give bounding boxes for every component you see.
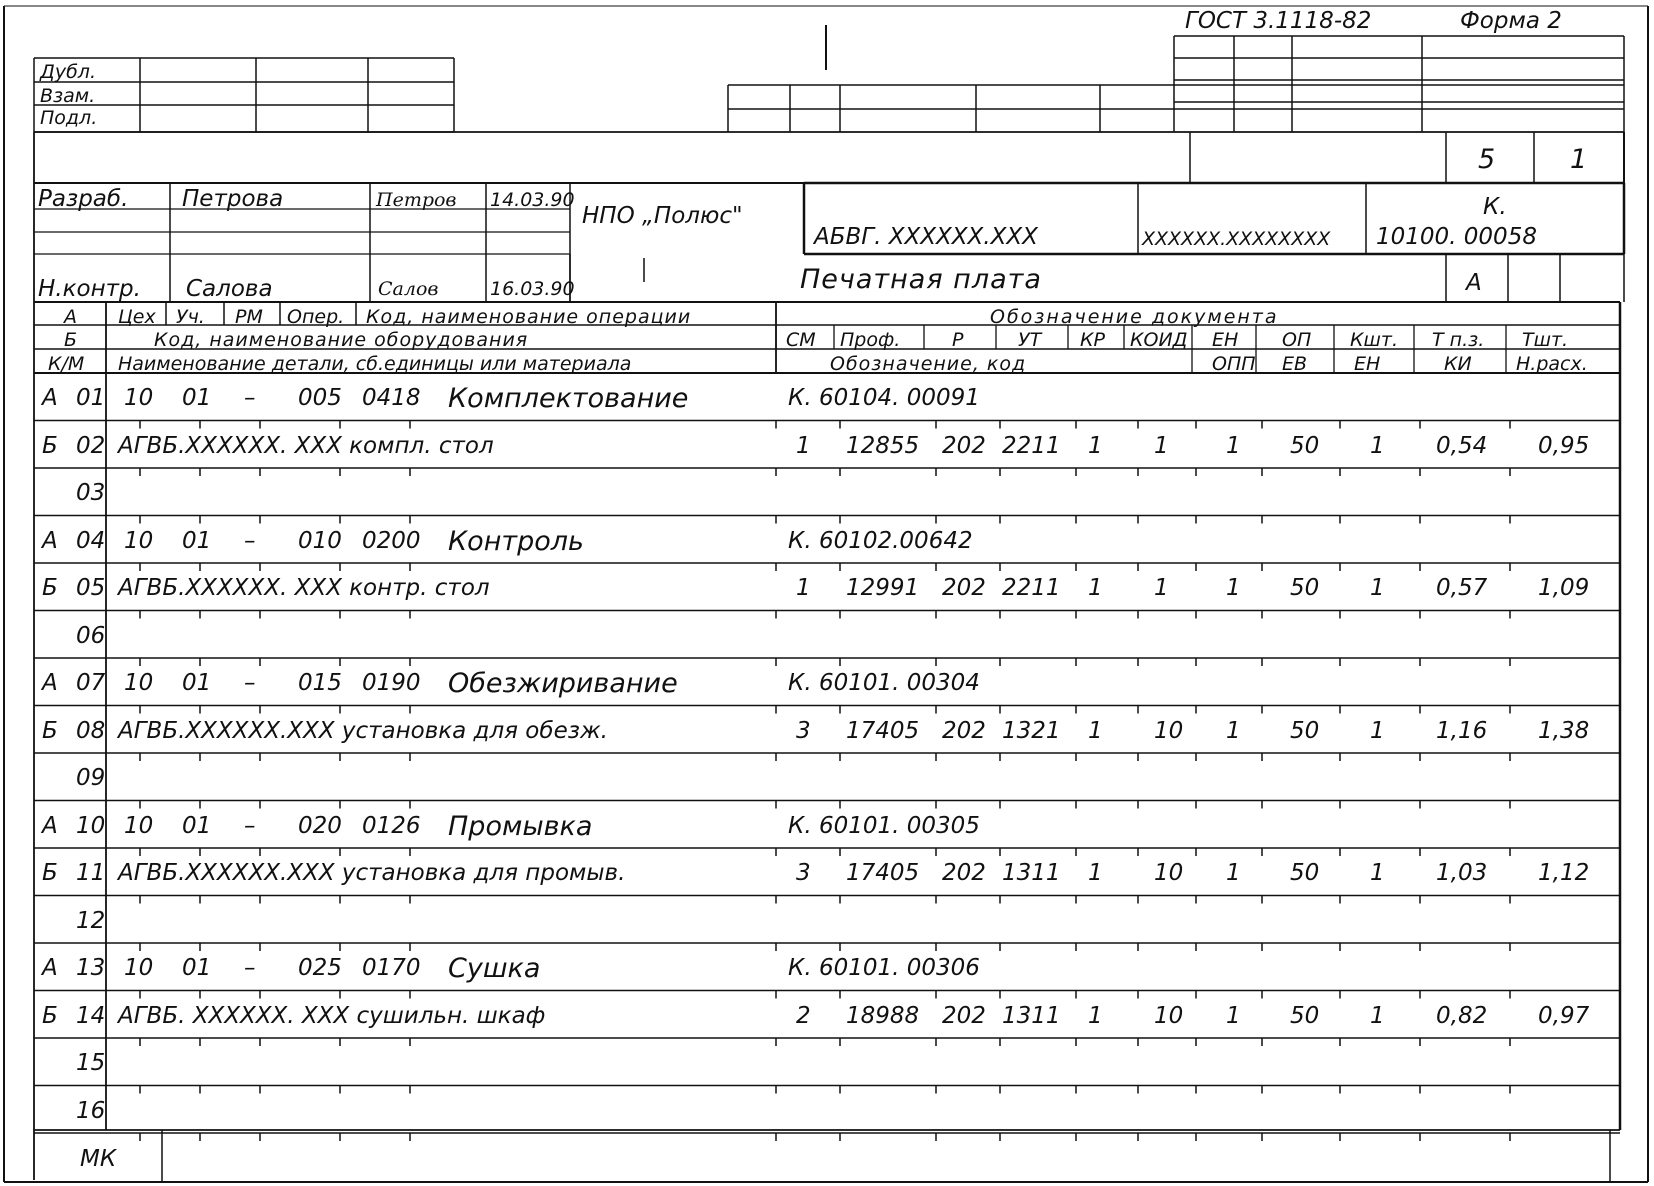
row-number: 04 [76, 527, 106, 554]
row-cex: 10 [124, 527, 154, 554]
row-uch: 01 [182, 385, 212, 411]
row-number: 14 [76, 1002, 106, 1029]
hdr-a-op-name: Код, наименование операции [366, 306, 692, 328]
hdr-b-col-0: СМ [786, 329, 816, 351]
row-number: 01 [76, 385, 106, 411]
row-prefix: А [42, 955, 58, 981]
row-b-value: 202 [942, 717, 986, 744]
row-op-code: 0200 [362, 527, 421, 554]
row-b-value: 1,09 [1538, 575, 1590, 601]
row-prefix: Б [42, 1002, 58, 1029]
row-b-value: 202 [942, 1002, 986, 1029]
row-b-value: 12855 [846, 432, 920, 459]
row-b-value: 50 [1290, 575, 1320, 601]
row-number: 05 [76, 575, 106, 601]
row-equipment: АГВБ.XXXXXX. XXX контр. стол [118, 575, 490, 601]
row-b-value: 202 [942, 575, 986, 601]
classifier-code: 10100. 00058 [1376, 224, 1537, 250]
row-oper: 005 [298, 385, 342, 411]
hdr-b-col-4: КР [1080, 329, 1105, 351]
row-b-value: 1 [1088, 860, 1103, 886]
row-op-name: Контроль [448, 525, 584, 557]
row-cex: 10 [124, 955, 154, 981]
row-op-code: 0190 [362, 670, 421, 696]
hdr-a-cex: Цех [118, 306, 156, 328]
row-b-value: 50 [1290, 432, 1320, 459]
row-equipment: АГВБ.XXXXXX.XXX установка для обезж. [118, 717, 608, 744]
row-number: 10 [76, 812, 106, 839]
row-number: 16 [76, 1097, 106, 1124]
hdr-b-col-5: КОИД [1130, 329, 1188, 351]
row-op-name: Обезжиривание [448, 668, 678, 699]
row-b-value: 50 [1290, 1002, 1320, 1029]
row-rm: – [244, 812, 256, 839]
row-cex: 10 [124, 812, 154, 839]
row-op-doc: К. 60101. 00305 [788, 812, 980, 839]
hdr-km-col-4: Н.расх. [1516, 353, 1588, 375]
row-number: 02 [76, 432, 106, 459]
footer-label: МК [80, 1146, 117, 1172]
row-oper: 015 [298, 670, 342, 696]
row-op-doc: К. 60101. 00304 [788, 670, 980, 696]
hdr-b-col-8: Кшт. [1350, 329, 1398, 351]
row-b-value: 1 [1226, 432, 1241, 459]
row-op-name: Промывка [448, 810, 593, 842]
hdr-b-col-9: Т п.з. [1432, 329, 1485, 351]
hdr-a-oper: Опер. [287, 306, 345, 328]
row-op-name: Комплектование [448, 383, 689, 414]
hdr-b-col-7: ОП [1282, 329, 1312, 351]
row-b-value: 17405 [846, 860, 920, 886]
row-b-value: 2211 [1002, 575, 1061, 601]
row-prefix: А [42, 385, 58, 411]
row-b-value: 3 [796, 717, 811, 744]
document-letter: А [1466, 270, 1482, 296]
row-b-value: 1 [1370, 717, 1385, 744]
organization-name: НПО „Полюс" [582, 203, 743, 229]
row-number: 09 [76, 765, 106, 791]
podl-label: Подл. [40, 107, 98, 129]
hdr-b-col-1: Проф. [840, 329, 901, 351]
row-b-value: 1,03 [1436, 860, 1488, 886]
hdr-b-col-10: Тшт. [1522, 329, 1569, 351]
row-uch: 01 [182, 527, 212, 554]
row-op-code: 0126 [362, 812, 421, 839]
form-label: Форма 2 [1460, 8, 1562, 34]
row-b-value: 2 [796, 1002, 811, 1029]
row-op-name: Сушка [448, 953, 541, 984]
row-b-value: 10 [1154, 1002, 1184, 1029]
vzam-label: Взам. [40, 85, 96, 107]
row-b-value: 1 [1088, 1002, 1103, 1029]
row-b-value: 0,97 [1538, 1002, 1590, 1029]
norm-control-role: Н.контр. [38, 276, 141, 302]
row-b-value: 1 [1370, 860, 1385, 886]
gost-label: ГОСТ 3.1118-82 [1185, 8, 1372, 34]
row-b-value: 1 [1154, 575, 1169, 601]
hdr-km-col-3: КИ [1444, 353, 1472, 375]
row-number: 08 [76, 717, 106, 744]
row-b-value: 0,82 [1436, 1002, 1488, 1029]
row-b-value: 50 [1290, 860, 1320, 886]
row-b-value: 1 [1226, 575, 1241, 601]
row-number: 12 [76, 907, 106, 934]
row-op-code: 0170 [362, 955, 421, 981]
hdr-km-part: Наименование детали, сб.единицы или материала [118, 353, 632, 375]
row-oper: 025 [298, 955, 342, 981]
row-op-doc: К. 60102.00642 [788, 527, 973, 554]
row-equipment: АГВБ.XXXXXX. XXX компл. стол [118, 432, 494, 459]
row-op-doc: К. 60104. 00091 [788, 385, 980, 411]
row-b-value: 1 [1226, 717, 1241, 744]
norm-control-date: 16.03.90 [490, 278, 575, 300]
row-cex: 10 [124, 385, 154, 411]
row-prefix: Б [42, 575, 58, 601]
sheet-number: 1 [1570, 144, 1588, 175]
row-equipment: АГВБ.XXXXXX.XXX установка для промыв. [118, 860, 626, 886]
hdr-km-designation: Обозначение, код [830, 353, 1027, 375]
row-b-value: 18988 [846, 1002, 920, 1029]
row-b-value: 1 [1088, 717, 1103, 744]
row-b-value: 202 [942, 432, 986, 459]
row-b-value: 50 [1290, 717, 1320, 744]
row-b-value: 12991 [846, 575, 920, 601]
row-oper: 010 [298, 527, 342, 554]
norm-control-name: Салова [186, 276, 273, 302]
row-rm: – [244, 670, 256, 696]
row-b-value: 202 [942, 860, 986, 886]
row-b-value: 10 [1154, 717, 1184, 744]
hdr-km-prefix: К/М [48, 353, 85, 375]
document-code: XXXXXX.XXXXXXXX [1142, 228, 1331, 250]
hdr-a-rm: РМ [235, 306, 263, 328]
row-b-value: 3 [796, 860, 811, 886]
row-b-value: 1 [1226, 860, 1241, 886]
row-b-value: 1321 [1002, 717, 1061, 744]
row-equipment: АГВБ. XXXXXX. XXX сушильн. шкаф [118, 1002, 546, 1029]
row-prefix: А [42, 670, 58, 696]
hdr-km-col-1: ЕВ [1282, 353, 1308, 375]
row-b-value: 1,38 [1538, 717, 1590, 744]
row-b-value: 2211 [1002, 432, 1061, 459]
hdr-a-uch: Уч. [176, 306, 205, 328]
row-op-doc: К. 60101. 00306 [788, 955, 980, 981]
row-b-value: 1311 [1002, 860, 1061, 886]
row-number: 07 [76, 670, 106, 696]
row-b-value: 10 [1154, 860, 1184, 886]
hdr-b-col-3: УТ [1018, 329, 1042, 351]
row-prefix: Б [42, 860, 58, 886]
row-b-value: 0,95 [1538, 432, 1590, 459]
row-b-value: 0,57 [1436, 575, 1488, 601]
norm-control-signature: Салов [378, 278, 439, 300]
hdr-b-prefix: Б [64, 329, 78, 351]
hdr-km-col-0: ОПП [1212, 353, 1256, 375]
row-cex: 10 [124, 670, 154, 696]
hdr-km-col-2: ЕН [1354, 353, 1381, 375]
dubl-label: Дубл. [40, 61, 96, 83]
row-b-value: 17405 [846, 717, 920, 744]
developer-date: 14.03.90 [490, 189, 575, 211]
row-b-value: 1 [1226, 1002, 1241, 1029]
classifier-prefix: К. [1483, 194, 1507, 220]
row-b-value: 1 [1370, 575, 1385, 601]
row-b-value: 1 [796, 432, 811, 459]
developer-role: Разраб. [38, 186, 129, 212]
row-number: 15 [76, 1050, 106, 1076]
sheets-total: 5 [1478, 144, 1496, 175]
developer-name: Петрова [182, 186, 284, 212]
hdr-b-equipment: Код, наименование оборудования [154, 329, 529, 351]
row-b-value: 1 [1088, 432, 1103, 459]
row-b-value: 1311 [1002, 1002, 1061, 1029]
row-b-value: 1,12 [1538, 860, 1590, 886]
row-uch: 01 [182, 955, 212, 981]
row-oper: 020 [298, 812, 342, 839]
document-designation: АБВГ. XXXXXX.XXX [814, 224, 1038, 250]
row-uch: 01 [182, 812, 212, 839]
row-rm: – [244, 527, 256, 554]
row-number: 06 [76, 622, 106, 649]
row-b-value: 0,54 [1436, 432, 1488, 459]
row-b-value: 1 [1088, 575, 1103, 601]
row-op-code: 0418 [362, 385, 421, 411]
row-b-value: 1,16 [1436, 717, 1488, 744]
developer-signature: Петров [376, 189, 457, 211]
hdr-b-col-2: Р [952, 329, 964, 351]
row-b-value: 1 [796, 575, 811, 601]
row-rm: – [244, 955, 256, 981]
row-b-value: 1 [1370, 1002, 1385, 1029]
row-number: 11 [76, 860, 106, 886]
row-rm: – [244, 385, 256, 411]
hdr-a-doc: Обозначение документа [990, 306, 1279, 328]
row-uch: 01 [182, 670, 212, 696]
hdr-b-col-6: ЕН [1212, 329, 1239, 351]
row-prefix: А [42, 527, 58, 554]
document-title: Печатная плата [800, 264, 1042, 295]
row-b-value: 1 [1370, 432, 1385, 459]
row-b-value: 1 [1154, 432, 1169, 459]
row-prefix: Б [42, 432, 58, 459]
row-prefix: А [42, 812, 58, 839]
hdr-a-prefix: А [64, 306, 77, 328]
row-number: 03 [76, 480, 106, 506]
row-prefix: Б [42, 717, 58, 744]
row-number: 13 [76, 955, 106, 981]
